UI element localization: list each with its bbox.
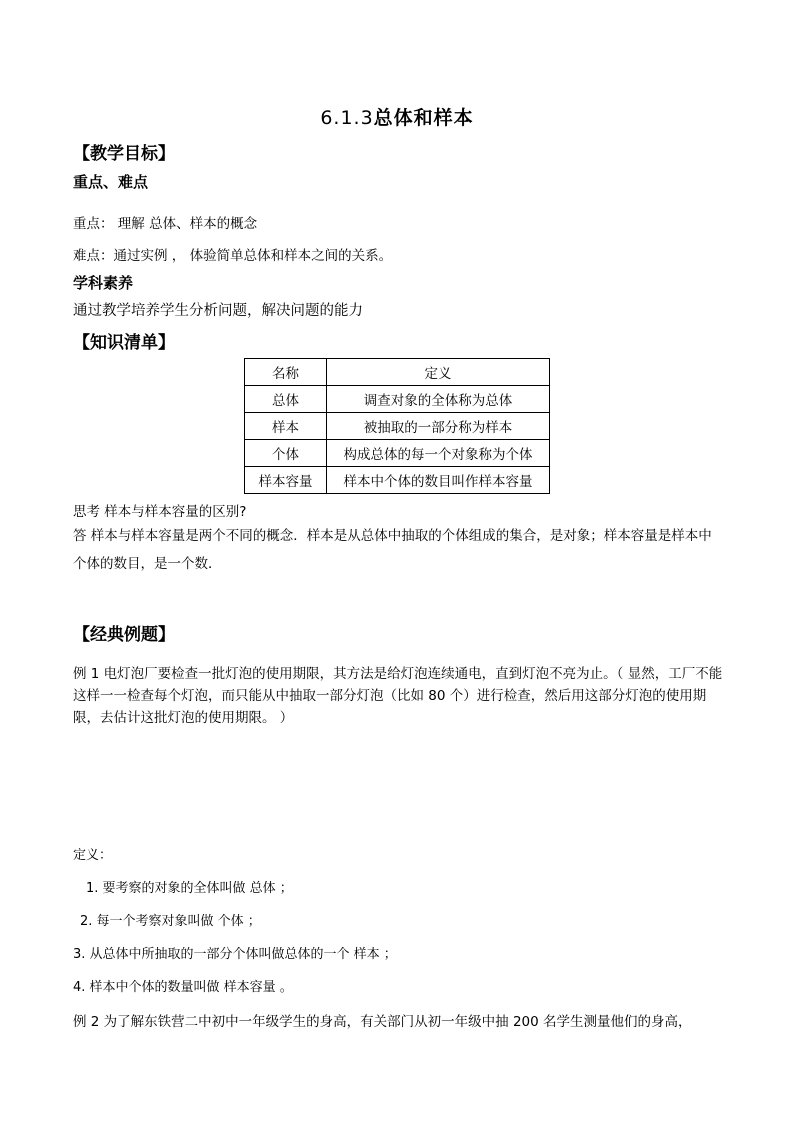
literacy-heading: 学科素养 <box>73 274 134 292</box>
table-header-row <box>245 359 550 386</box>
example-2-text: 例 2 为了解东铁营二中初中一年级学生的身高，有关部门从初一年级中抽 200 名学生测量他们的身高， <box>73 1014 692 1030</box>
knowledge-list-heading: 【知识清单】 <box>73 333 175 353</box>
thinking-question: 思考 样本与样本容量的区别? <box>73 504 247 520</box>
example-1-text: 例 1 电灯泡厂要检查一批灯泡的使用期限，其方法是给灯泡连续通电，直到灯泡不亮为止。（ 显然，工厂不能这样一一检查每个灯泡，而只能从中抽取一部分灯泡（比如 80 个）进行检查，然后用这部分灯泡的使用期限，去估计这批灯泡的使用期限。 ） <box>73 666 723 726</box>
title-number: 6.1.3 <box>320 107 374 129</box>
row-name: 样本容量 <box>245 467 327 494</box>
thinking-answer: 答 样本与样本容量是两个不同的概念．样本是从总体中抽取的个体组成的集合，是对象；样本容量是样本中个体的数目，是一个数． <box>73 528 712 572</box>
key-point-text: 重点： 理解 总体、样本的概念 <box>73 216 258 232</box>
row-name: 总体 <box>245 386 327 413</box>
column-header-name: 名称 <box>245 359 327 386</box>
knowledge-table <box>244 358 550 494</box>
definition-item: 4. 样本中个体的数量叫做 样本容量 。 <box>73 980 293 995</box>
row-name: 个体 <box>245 440 327 467</box>
definition-item: 3. 从总体中所抽取的一部分个体叫做总体的一个 样本 ； <box>73 947 397 962</box>
definition-item: 2. 每一个考察对象叫做 个体 ； <box>80 914 261 929</box>
row-definition: 调查对象的全体称为总体 <box>327 386 550 413</box>
title-text: 总体和样本 <box>373 107 474 129</box>
literacy-text: 通过教学培养学生分析问题，解决问题的能力 <box>73 303 363 319</box>
row-definition: 构成总体的每一个对象称为个体 <box>327 440 550 467</box>
teaching-goals-heading: 【教学目标】 <box>73 144 175 164</box>
row-definition: 被抽取的一部分称为样本 <box>327 413 550 440</box>
key-points-heading: 重点、难点 <box>73 173 149 191</box>
difficulty-text: 难点：通过实例 ， 体验简单总体和样本之间的关系。 <box>73 248 393 264</box>
row-definition: 样本中个体的数目叫作样本容量 <box>327 467 550 494</box>
definition-label: 定义： <box>73 848 113 863</box>
table-row <box>245 386 550 413</box>
page-title <box>0 103 794 130</box>
row-name: 样本 <box>245 413 327 440</box>
examples-heading: 【经典例题】 <box>73 625 175 645</box>
table-row <box>245 413 550 440</box>
table-row <box>245 440 550 467</box>
table-row <box>245 467 550 494</box>
column-header-definition: 定义 <box>327 359 550 386</box>
definition-item: 1. 要考察的对象的全体叫做 总体 ； <box>86 881 293 896</box>
